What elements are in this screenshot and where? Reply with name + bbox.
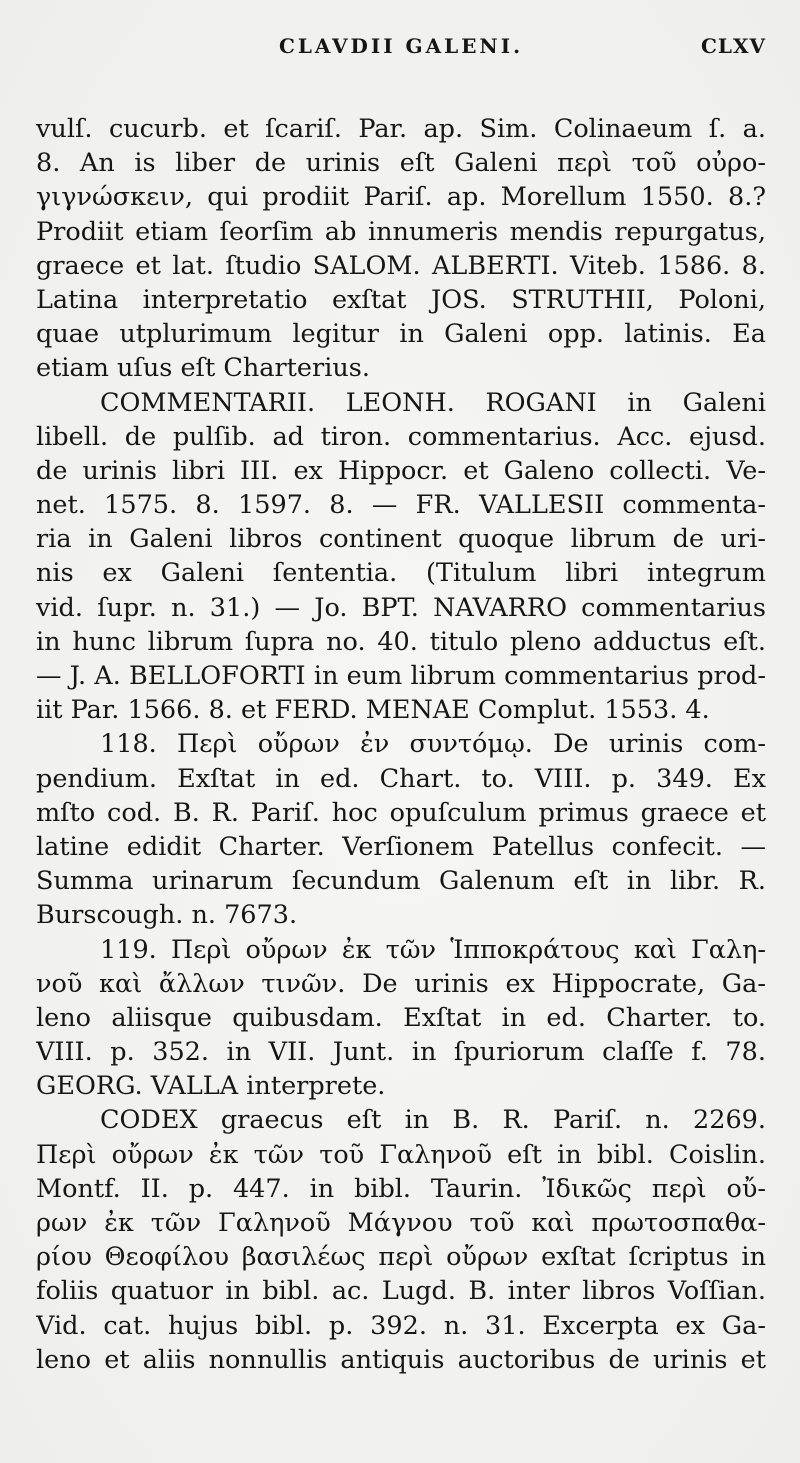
text-line: Prodiit etiam ſeorſim ab innumeris mendis repurgatus, xyxy=(36,216,766,247)
text-line: 8. An is liber de urinis eſt Galeni περὶ τοῦ οὐρο- xyxy=(36,148,766,179)
text-line: Vid. cat. hujus bibl. p. 392. n. 31. Excerpta ex Ga- xyxy=(36,1310,766,1341)
body-text xyxy=(36,112,766,1377)
text-line: Burscough. n. 7673. xyxy=(36,900,298,931)
text-line: ria in Galeni libros continent quoque librum de uri- xyxy=(36,524,766,555)
text-line: vulſ. cucurb. et ſcariſ. Par. ap. Sim. Colinaeum ſ. a. xyxy=(36,114,766,144)
text-line: latine edidit Charter. Verſionem Patellus confecit. — xyxy=(36,831,766,862)
text-line: leno et aliis nonnullis antiquis auctoribus de urinis et xyxy=(36,1344,766,1375)
text-line: γιγνώσκειν, qui prodiit Pariſ. ap. Morellum 1550. 8.? xyxy=(36,182,766,213)
text-line: νοῦ καὶ ἄλλων τινῶν. De urinis ex Hippocrate, Ga- xyxy=(36,968,766,999)
text-line: VIII. p. 352. in VII. Junt. in ſpuriorum claſſe f. 78. xyxy=(36,1037,766,1068)
text-line: quae utplurimum legitur in Galeni opp. latinis. Ea xyxy=(36,319,766,350)
text-line: libell. de pulſib. ad tiron. commentarius. Acc. ejusd. xyxy=(36,421,766,452)
text-line: leno aliisque quibusdam. Exſtat in ed. Charter. to. xyxy=(36,1002,766,1033)
text-line: de urinis libri III. ex Hippocr. et Galeno collecti. Ve- xyxy=(36,455,766,486)
running-head xyxy=(36,34,766,74)
text-line: pendium. Exſtat in ed. Chart. to. VIII. p. 349. Ex xyxy=(36,763,766,794)
text-line: graece et lat. ſtudio SALOM. ALBERTI. Viteb. 1586. 8. xyxy=(36,250,766,281)
text-line: Summa urinarum ſecundum Galenum eſt in libr. R. xyxy=(36,866,766,897)
text-line: nis ex Galeni ſententia. (Titulum libri integrum xyxy=(36,558,766,589)
text-line: Περὶ οὔρων ἐκ τῶν τοῦ Γαληνοῦ eſt in bibl. Coislin. xyxy=(36,1139,766,1170)
text-line: GEORG. VALLA interprete. xyxy=(36,1071,386,1102)
text-line: iit Par. 1566. 8. et FERD. MENAE Complut. 1553. 4. xyxy=(36,695,710,726)
text-line: COMMENTARII. LEONH. ROGANI in Galeni xyxy=(100,387,766,418)
text-line: vid. ſupr. n. 31.) — Jo. BPT. NAVARRO commentarius xyxy=(36,592,766,623)
running-title: CLAVDII GALENI. xyxy=(278,34,524,58)
text-line: CODEX graecus eſt in B. R. Pariſ. n. 2269. xyxy=(100,1105,766,1136)
text-line: mſto cod. B. R. Pariſ. hoc opuſculum primus graece et xyxy=(36,797,766,828)
text-line: 119. Περὶ οὔρων ἐκ τῶν Ἱπποκράτους καὶ Γαλη- xyxy=(100,934,766,965)
text-line: in hunc librum ſupra no. 40. titulo pleno adductus eſt. xyxy=(36,626,766,657)
text-line: etiam uſus eſt Charterius. xyxy=(36,353,370,384)
text-line: Montf. II. p. 447. in bibl. Taurin. Ἰδικῶς περὶ οὔ- xyxy=(36,1173,766,1204)
text-line: — J. A. BELLOFORTI in eum librum commentarius prod- xyxy=(36,661,766,691)
page-number: CLXV xyxy=(700,34,766,58)
text-line: Latina interpretatio exſtat JOS. STRUTHII, Poloni, xyxy=(36,284,766,315)
text-line: foliis quatuor in bibl. ac. Lugd. B. inter libros Voſſian. xyxy=(36,1276,766,1307)
text-line: ρων ἐκ τῶν Γαληνοῦ Μάγνου τοῦ καὶ πρωτοσπαθα- xyxy=(36,1208,766,1238)
text-line: net. 1575. 8. 1597. 8. — FR. VALLESII commenta- xyxy=(36,490,766,521)
text-line: 118. Περὶ οὔρων ἐν συντόμῳ. De urinis com- xyxy=(100,729,766,760)
text-line: ρίου Θεοφίλου βασιλέως περὶ οὔρων exſtat ſcriptus in xyxy=(36,1242,766,1273)
